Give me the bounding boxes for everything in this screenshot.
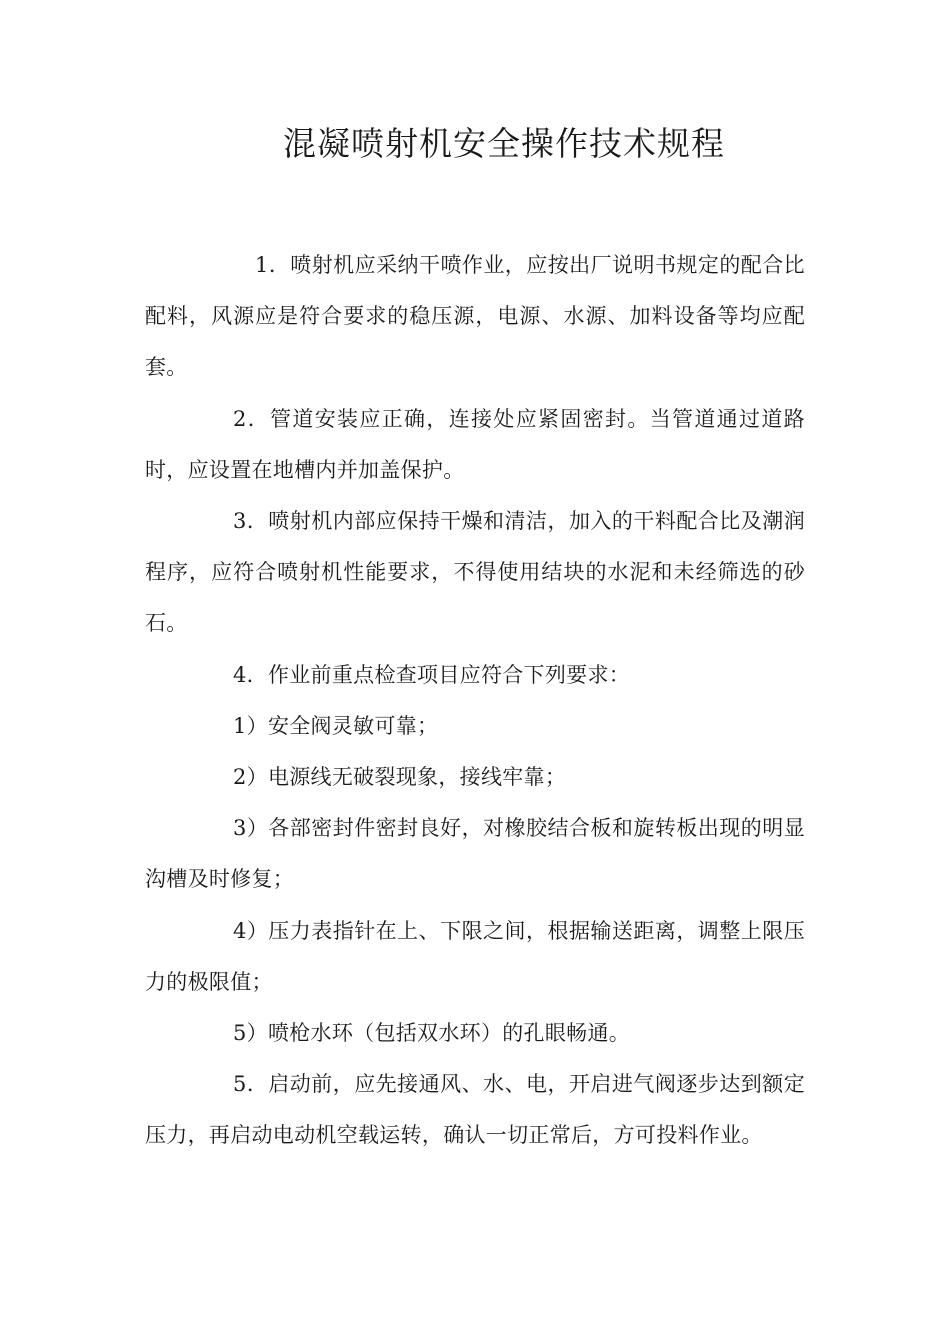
paragraph-1: 1．喷射机应采纳干喷作业，应按出厂说明书规定的配合比配料，风源应是符合要求的稳压源，电源、水源、加料设备等均应配套。 bbox=[145, 253, 805, 380]
paragraph-3: 3．喷射机内部应保持干燥和清洁，加入的干料配合比及潮润程序，应符合喷射机性能要求，不得使用结块的水泥和未经筛选的砂石。 bbox=[145, 509, 805, 636]
list-item-5: 5）喷枪水环（包括双水环）的孔眼畅通。 bbox=[233, 1021, 631, 1046]
paragraph-2: 2．管道安装应正确，连接处应紧固密封。当管道通过道路时，应设置在地槽内并加盖保护。 bbox=[145, 406, 805, 482]
document-title: 混凝喷射机安全操作技术规程 bbox=[283, 124, 725, 163]
document-body bbox=[145, 240, 805, 1162]
paragraph-5: 5．启动前，应先接通风、水、电，开启进气阀逐步达到额定压力，再启动电动机空载运转，确认一切正常后，方可投料作业。 bbox=[145, 1072, 805, 1148]
paragraph-4: 4．作业前重点检查项目应符合下列要求： bbox=[233, 662, 631, 687]
list-item-1: 1）安全阀灵敏可靠； bbox=[233, 713, 439, 738]
list-item-4: 4）压力表指针在上、下限之间，根据输送距离，调整上限压力的极限值； bbox=[145, 918, 805, 994]
list-item-3: 3）各部密封件密封良好，对橡胶结合板和旋转板出现的明显沟槽及时修复； bbox=[145, 816, 805, 892]
list-item-2: 2）电源线无破裂现象，接线牢靠； bbox=[233, 765, 567, 790]
